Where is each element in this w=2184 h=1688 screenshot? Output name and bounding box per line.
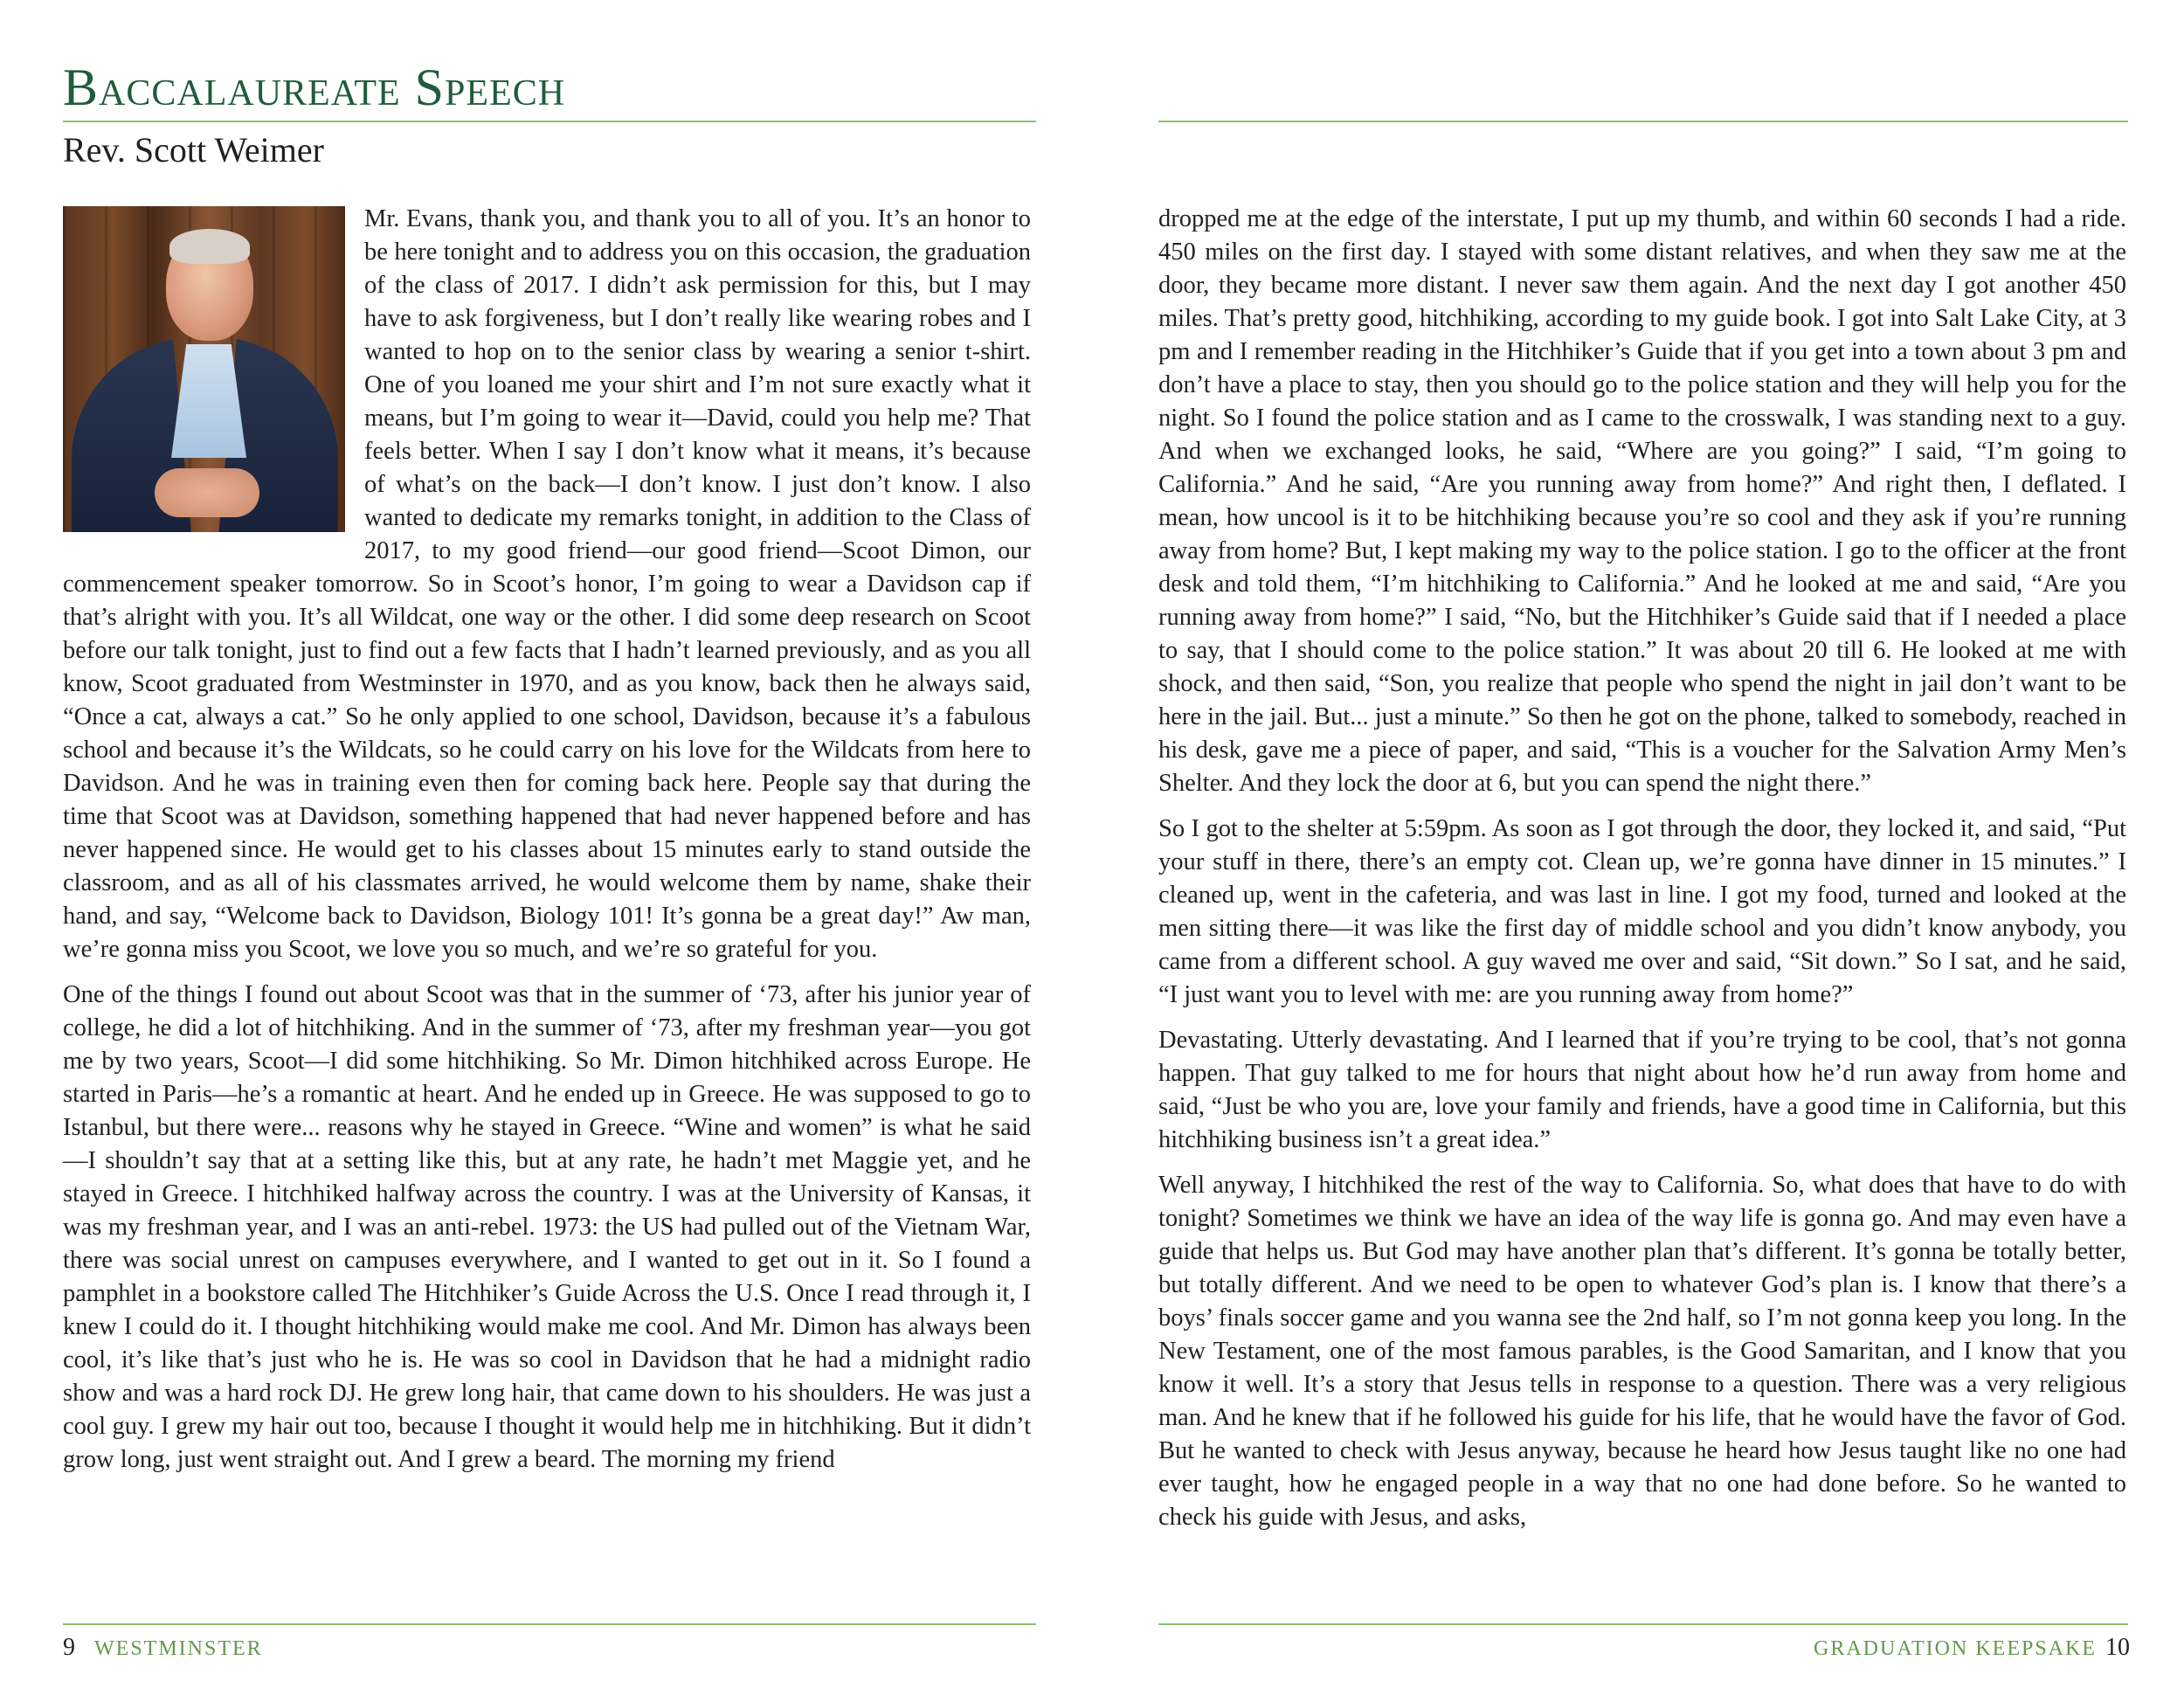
page-number: 9: [63, 1634, 75, 1661]
paragraph: Well anyway, I hitchhiked the rest of the way to California. So, what does that have to do with tonight? Sometimes we think we have an idea of the way life is gonna go. And may even have a guide that helps us. But God may have another plan that’s different. It’s gonna be totally better, but totally different. And we need to be open to whatever God’s plan is. I know that there’s a boys’ finals soccer game and you wanna see the 2nd half, so I’m not gonna keep you long. In the New Testament, one of the most famous parables, is the Good Samaritan, and I know that you know it well. It’s a story that Jesus tells in response to a question. There was a very religious man. And he knew that if he followed his guide for his life, that he would have the favor of God. But he wanted to check with Jesus anyway, because he heard how Jesus taught like no one had ever taught, how he engaged people in a way that no one had done before. So he wanted to check his guide with Jesus, and asks,: [1158, 1172, 2126, 1531]
title-rule: [63, 121, 1036, 122]
speaker-name: Rev. Scott Weimer: [63, 130, 324, 169]
paragraph: Devastating. Utterly devastating. And I learned that if you’re trying to be cool, that’s not gonna happen. That guy talked to me for hours that night about how he’d run away from home and said, “Just be who you are, love your family and friends, have a good time in California, but this hitchhiking business isn’t a great idea.”: [1158, 1027, 2126, 1153]
page-number: 10: [2105, 1634, 2130, 1661]
footer-rule: [63, 1623, 1036, 1625]
right-page: [1092, 0, 2184, 1688]
footer-label: GRADUATION KEEPSAKE: [1814, 1637, 2097, 1660]
right-text-column: [1158, 203, 2126, 1546]
speech-title: Baccalaureate Speech: [63, 59, 566, 116]
speaker-photo: [63, 206, 345, 532]
paragraph: Mr. Evans, thank you, and thank you to all of you. It’s an honor to be here tonight and to address you on this occasion, the graduation of the class of 2017. I didn’t ask permission for this, but I may have to ask forgiveness, but I don’t really like wearing robes and I wanted to hop on to the senior class by wearing a senior t-shirt. One of you loaned me your shirt and I’m not sure exactly what it means, but I’m going to wear it—David, could you help me? That feels better. When I say I don’t know what it means, it’s because of what’s on the back—I don’t know. I just don’t know. I also wanted to dedicate my remarks tonight, in addition to the Class of 2017, to my good friend—our good friend—Scoot Dimon, our commencement speaker tomorrow. So in Scoot’s honor, I’m going to wear a Davidson cap if that’s alright with you. It’s all Wildcat, one way or the other. I did some deep research on Scoot before our talk tonight, just to find out a few facts that I hadn’t learned previously, and as you all know, Scoot graduated from Westminster in 1970, and as you know, back then he always said, “Once a cat, always a cat.” So he only applied to one school, Davidson, because it’s a fabulous school and because it’s the Wildcats, so he could carry on his love for the Wildcats from here to Davidson. And he was in training even then for coming back here. People say that during the time that Scoot was at Davidson, something happened that had never happened before and has never happened since. He would get to his classes about 15 minutes early to stand outside the classroom, and as all of his classmates arrived, he would welcome them by name, shake their hand, and say, “Welcome back to Davidson, Biology 101! It’s gonna be a great day!” Aw man, we’re gonna miss you Scoot, we love you so much, and we’re so grateful for you.: [63, 205, 1031, 963]
footer-rule: [1158, 1623, 2128, 1625]
paragraph: dropped me at the edge of the interstate, I put up my thumb, and within 60 seconds I had a ride. 450 miles on the first day. I stayed with some distant relatives, and when they saw me at the door, they became more distant. I never saw them again. And the next day I got another 450 miles. That’s pretty good, hitchhiking, according to my guide book. I got into Salt Lake City, at 3 pm and I remember reading in the Hitchhiker’s Guide that if you get into a town about 3 pm and don’t have a place to stay, then you should go to the police station and they will help you for the night. So I found the police station and as I came to the crosswalk, I was standing next to a guy. And when we exchanged looks, he said, “Where are you going?” I said, “I’m going to California.” And he said, “Are you running away from home?” And right then, I deflated. I mean, how uncool is it to be hitchhiking because you’re so cool and they ask if you’re running away from home? But, I kept making my way to the police station. I go to the officer at the front desk and told them, “I’m hitchhiking to California.” And he looked at me and said, “Are you running away from home?” I said, “No, but the Hitchhiker’s Guide said that if I needed a place to say, that I should come to the police station.” It was about 20 till 6. He looked at me with shock, and then said, “Son, you realize that people who spend the night in jail don’t want to be here in the jail. But... just a minute.” So then he got on the phone, talked to somebody, reached in his desk, gave me a piece of paper, and said, “This is a voucher for the Salvation Army Men’s Shelter. And they lock the door at 6, but you can spend the night there.”: [1158, 205, 2126, 797]
paragraph: So I got to the shelter at 5:59pm. As soon as I got through the door, they locked it, and said, “Put your stuff in there, there’s an empty cot. Clean up, we’re gonna have dinner in 15 minutes.” I cleaned up, went in the cafeteria, and was last in line. I got my food, turned and looked at the men sitting there—it was like the first day of middle school and you didn’t know anybody, you came from a different school. A guy waved me over and said, “Sit down.” So I sat, and he said, “I just want you to level with me: are you running away from home?”: [1158, 815, 2126, 1008]
paragraph: One of the things I found out about Scoot was that in the summer of ‘73, after his junior year of college, he did a lot of hitchhiking. And in the summer of ‘73, after my freshman year—you got me by two years, Scoot—I did some hitchhiking. So Mr. Dimon hitchhiked across Europe. He started in Paris—he’s a romantic at heart. And he ended up in Greece. He was supposed to go to Istanbul, but there were... reasons why he stayed in Greece. “Wine and women” is what he said—I shouldn’t say that at a setting like this, but at any rate, he hadn’t met Maggie yet, and he stayed in Greece. I hitchhiked halfway across the country. I was at the University of Kansas, it was my freshman year, and I was an anti-rebel. 1973: the US had pulled out of the Vietnam War, there was social unrest on campuses everywhere, and I wanted to get out in it. So I found a pamphlet in a bookstore called The Hitchhiker’s Guide Across the U.S. Once I read through it, I knew I could do it. I thought hitchhiking would make me cool. And Mr. Dimon has always been cool, it’s like that’s just who he is. He was so cool in Davidson that he had a midnight radio show and was a hard rock DJ. He grew long hair, that came down to his shoulders. He was just a cool guy. I grew my hair out too, because I thought it would help me in hitchhiking. But it didn’t grow long, just went straight out. And I grew a beard. The morning my friend: [63, 981, 1031, 1473]
title-rule: [1158, 121, 2128, 122]
left-text-column: [63, 203, 1031, 1489]
footer-label: WESTMINSTER: [94, 1637, 263, 1660]
